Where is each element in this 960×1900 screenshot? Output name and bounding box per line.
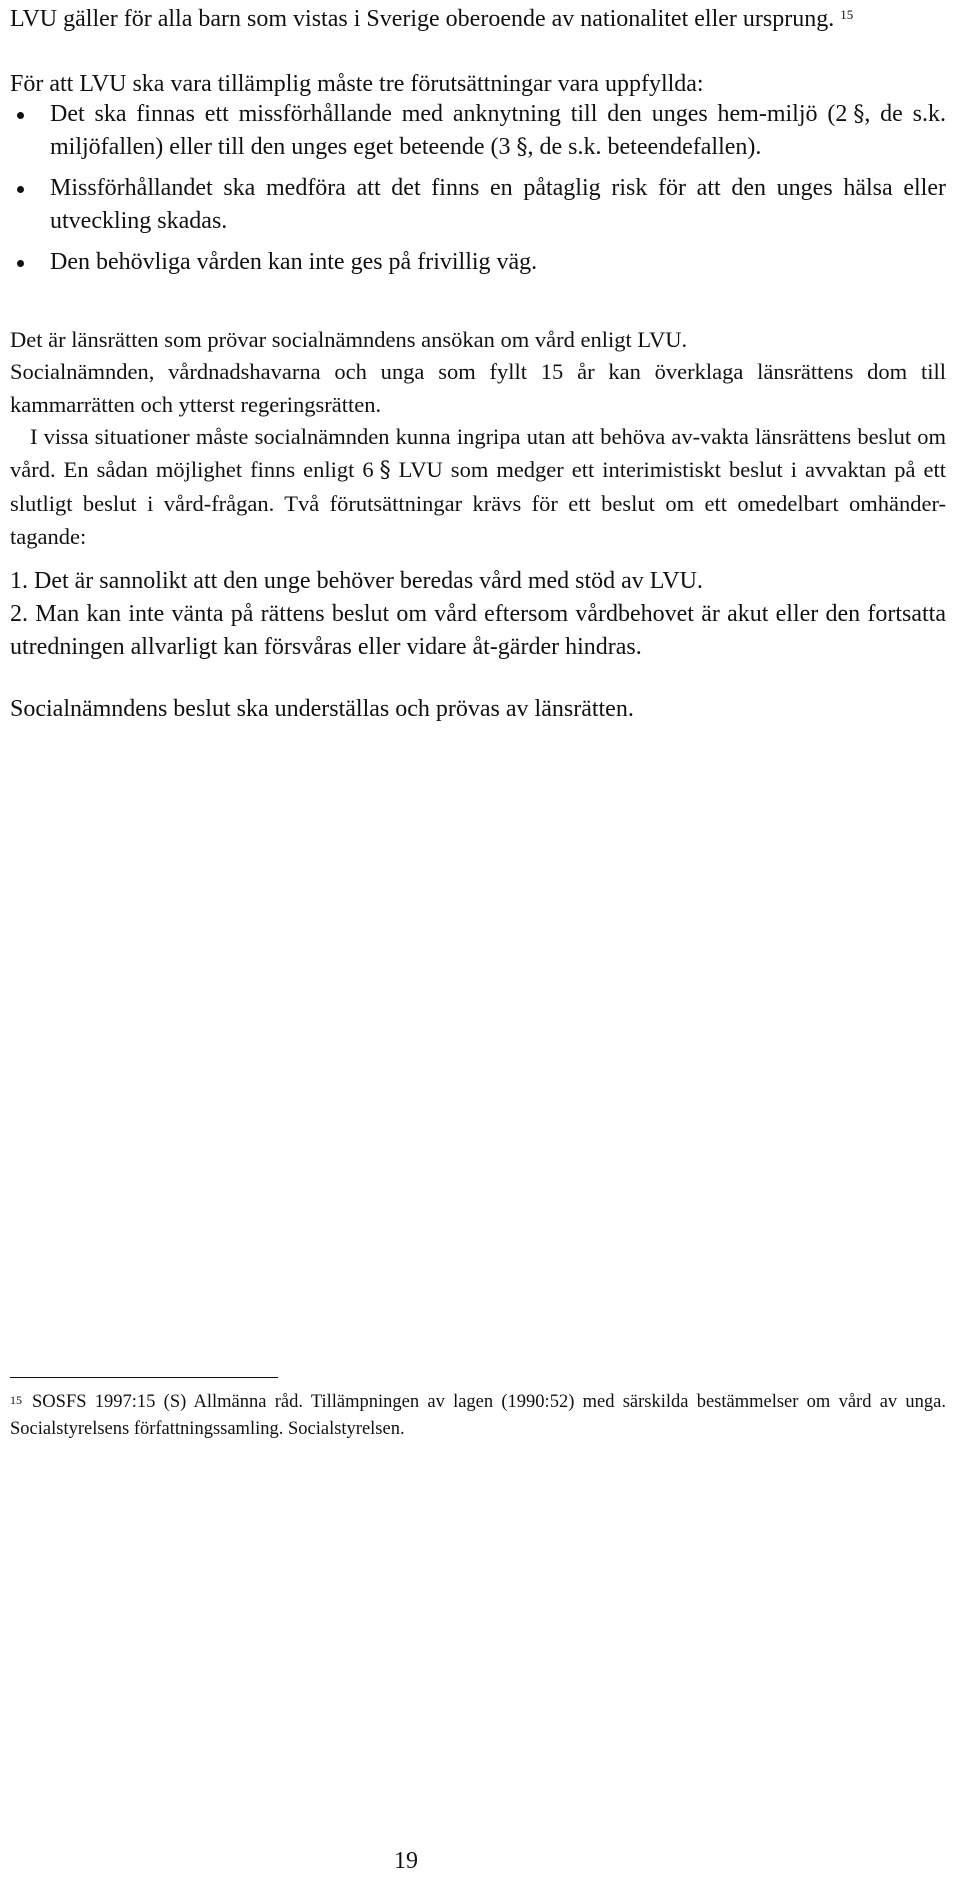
- bullet-icon: [17, 260, 24, 267]
- paragraph-court-review: Det är länsrätten som prövar socialnämndens ansökan om vård enligt LVU.: [10, 327, 688, 352]
- list-item: Den behövliga vården kan inte ges på frivillig väg.: [10, 246, 946, 279]
- list-item: Det ska finnas ett missförhållande med anknytning till den unges hem-miljö (2 §, de s.k. miljöfallen) eller till den unges eget beteende (3 §, de s.k. beteendefallen).: [10, 98, 946, 164]
- paragraph-submission: Socialnämndens beslut ska underställas och prövas av länsrätten.: [10, 696, 634, 722]
- section-sign: §: [853, 102, 865, 127]
- numbered-item-2: 2. Man kan inte vänta på rättens beslut om vård eftersom vårdbehovet är akut eller den fortsatta utredningen allvarligt kan försvåras eller vidare åt-gärder hindras.: [10, 601, 946, 660]
- paragraph-appeal: Socialnämnden, vårdnadshavarna och unga som fyllt 15 år kan överklaga länsrättens dom till kammarrätten och ytterst regeringsrätten.: [10, 359, 946, 417]
- footnote-number: 15: [10, 1393, 22, 1407]
- paragraph-interim-decision: I vissa situationer måste socialnämnden kunna ingripa utan att behöva av-vakta länsrättens beslut om vård. En sådan möjlighet finns enligt 6 § LVU som medger ett interimistiskt beslut i avvaktan på ett slutligt beslut i vård-frågan. Två förutsättningar krävs för ett beslut om ett omedelbart omhänder-tagande:: [10, 424, 947, 549]
- numbered-item-1: 1. Det är sannolikt att den unge behöver beredas vård med stöd av LVU.: [10, 568, 703, 594]
- paragraph-scope: [10, 3, 946, 36]
- bullet-icon: [17, 186, 24, 193]
- paragraph-scope-text: LVU gäller för alla barn som vistas i Sverige oberoende av nationalitet eller ursprung.: [10, 6, 835, 32]
- footnote-reference: 15: [840, 7, 854, 22]
- conditions-list: [10, 98, 946, 279]
- footnote-text: SOSFS 1997:15 (S) Allmänna råd. Tillämpningen av lagen (1990:52) med särskilda bestämmelser om vård av unga. Socialstyrelsens författningssamling. Socialstyrelsen.: [10, 1392, 946, 1439]
- list-item: Missförhållandet ska medföra att det finns en påtaglig risk för att den unges hälsa eller utveckling skadas.: [10, 172, 946, 238]
- paragraph-conditions-intro: För att LVU ska vara tillämplig måste tre förutsättningar vara uppfyllda:: [10, 71, 704, 97]
- footnote-divider: [10, 1377, 278, 1378]
- section-sign: §: [379, 458, 391, 483]
- bullet-icon: [17, 112, 24, 119]
- page-number: 19: [394, 1848, 418, 1874]
- footnote: [10, 1389, 946, 1443]
- section-sign: §: [516, 135, 528, 160]
